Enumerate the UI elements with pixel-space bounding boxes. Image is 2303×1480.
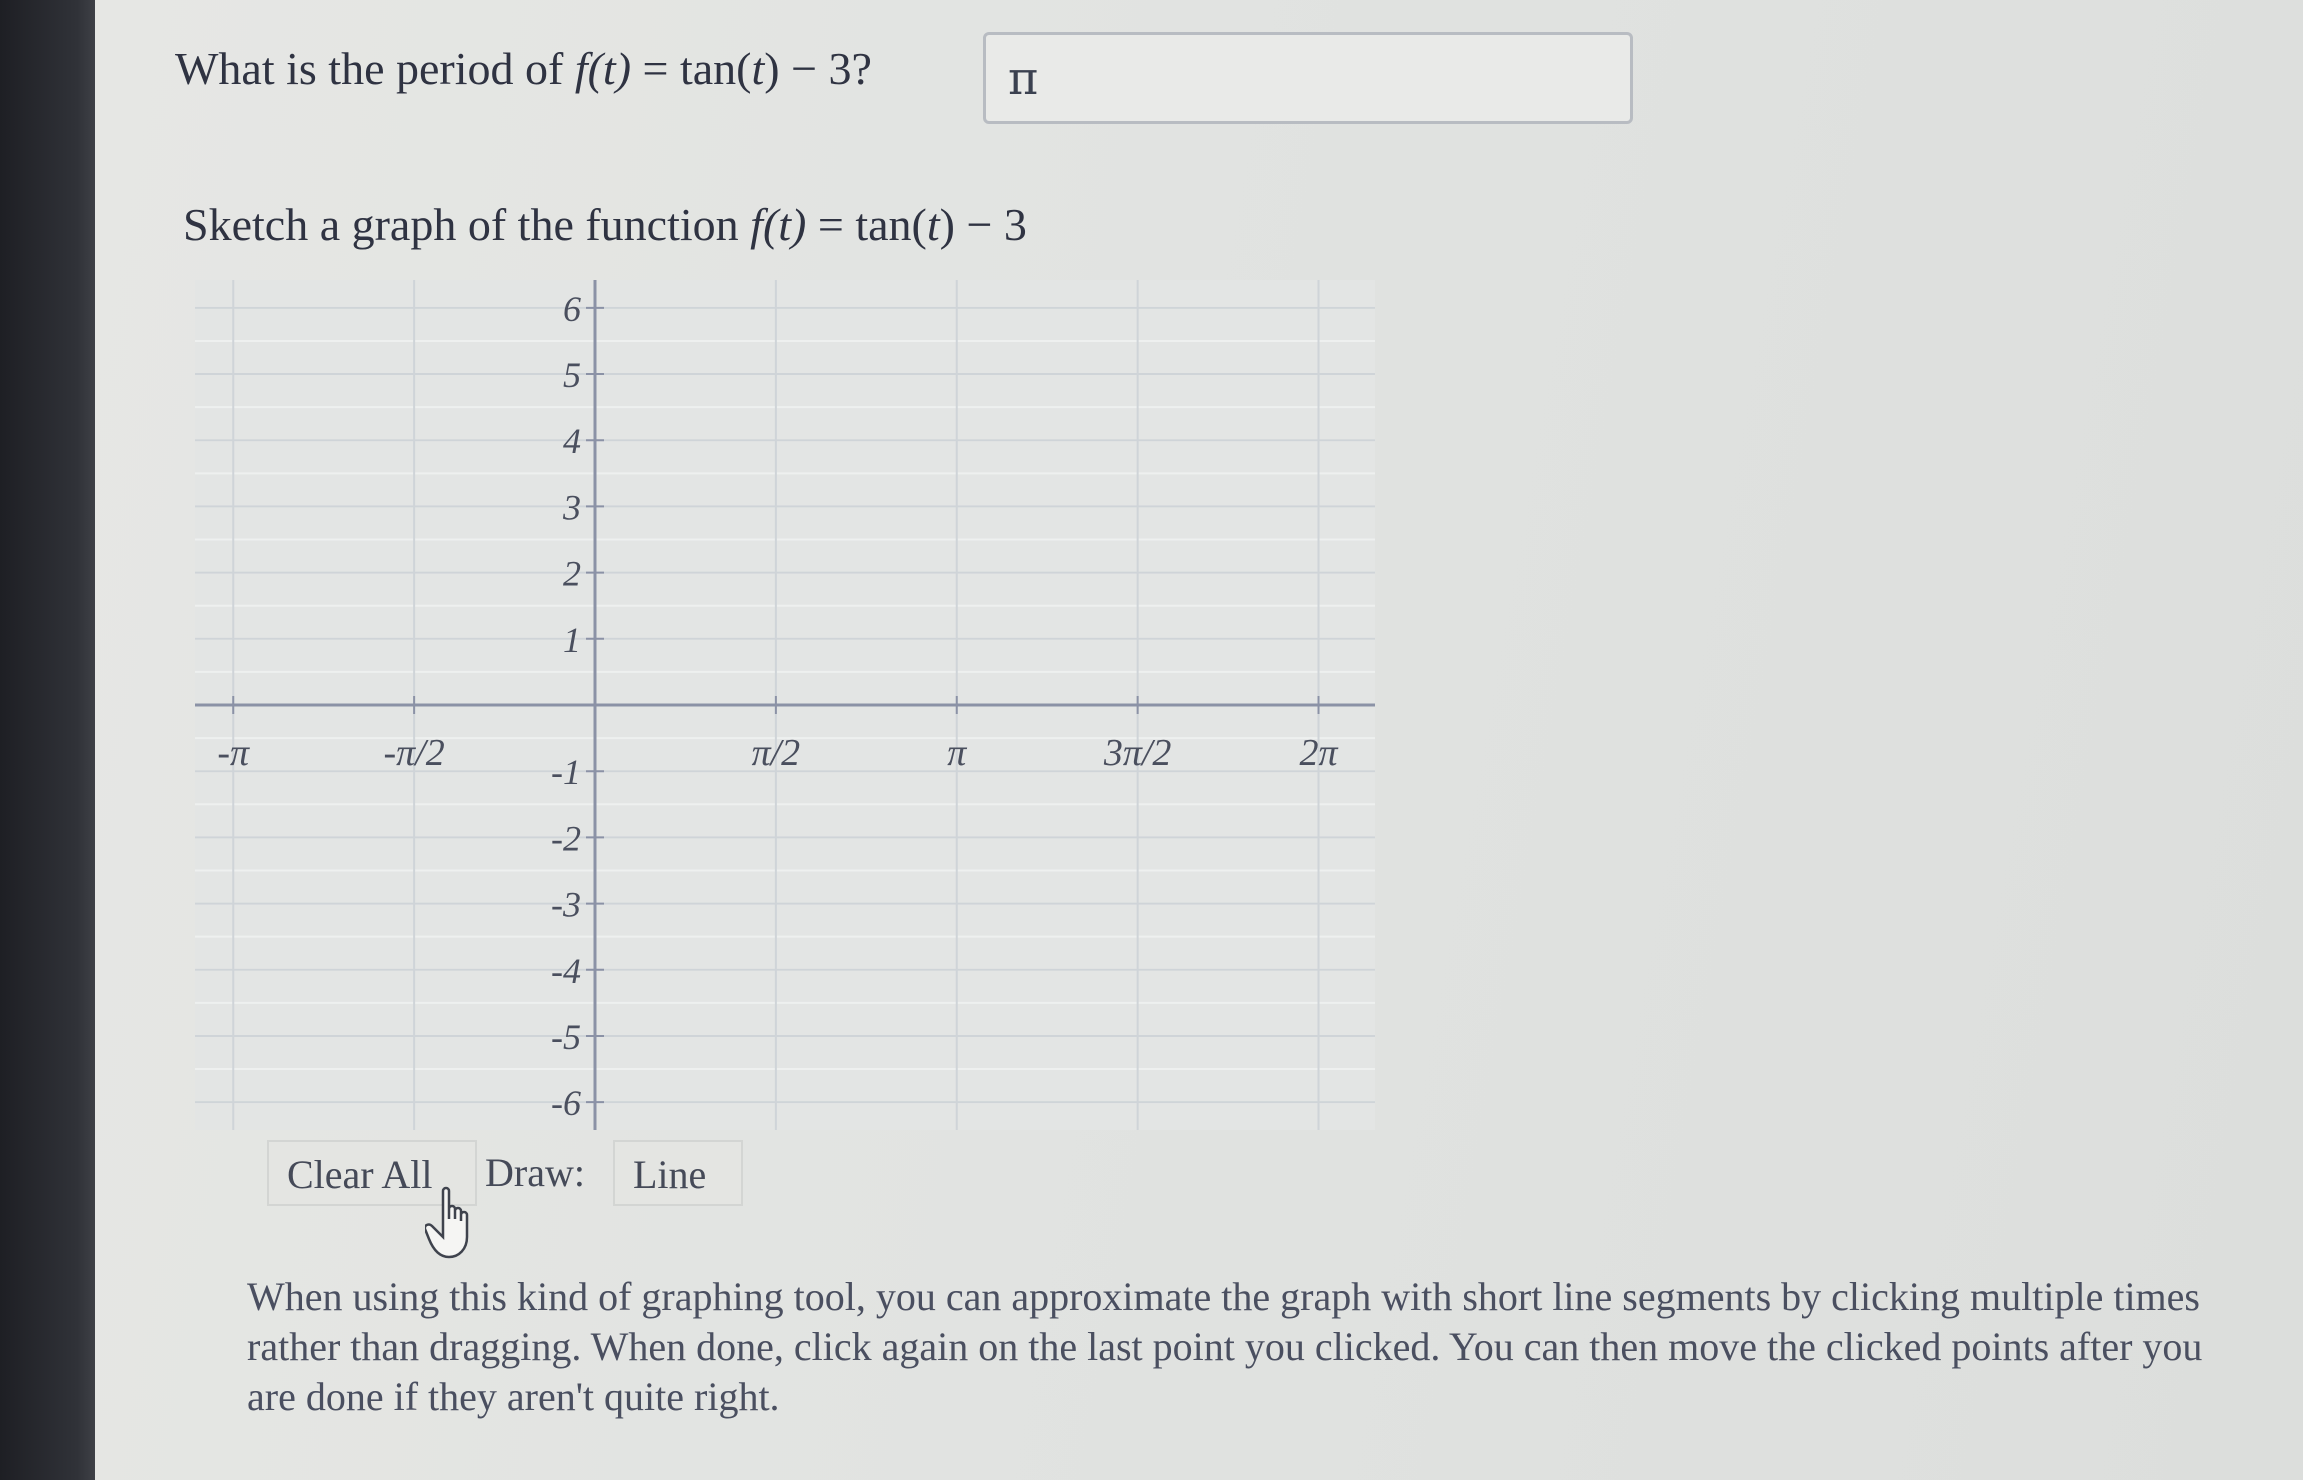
y-tick-label: -4 [551, 950, 581, 991]
sketch-question: Sketch a graph of the function f(t) = tan(t) − 3 [183, 199, 1027, 250]
hand-pointer-icon [425, 1185, 485, 1265]
draw-label: Draw: [485, 1150, 585, 1195]
period-question: What is the period of f(t) = tan(t) − 3? [175, 43, 872, 94]
screen [95, 0, 2303, 1480]
x-tick-label: π/2 [751, 732, 801, 774]
x-tick-label: 3π/2 [1103, 732, 1172, 774]
x-tick-label: -π/2 [383, 732, 445, 774]
y-tick-label: -1 [551, 752, 581, 793]
y-tick-label: 2 [563, 553, 581, 594]
graph-canvas[interactable] [195, 280, 1375, 1130]
y-tick-label: -5 [551, 1016, 581, 1057]
y-tick-label: 1 [563, 619, 581, 660]
x-tick-label: 2π [1299, 732, 1338, 774]
y-tick-label: -2 [551, 818, 581, 859]
help-text: When using this kind of graphing tool, you can approximate the graph with short line segments by clicking multiple times rather than dragging. When done, click again on the last point you clicked. You can then move the clicked points after you are done if they aren't quite right. [247, 1274, 2203, 1419]
clear-all-button[interactable]: Clear All [267, 1140, 477, 1206]
y-tick-label: -3 [551, 884, 581, 925]
period-answer-input[interactable] [983, 32, 1633, 124]
x-tick-labels [217, 732, 1338, 774]
screen-bezel [0, 0, 110, 1480]
y-tick-label: 4 [563, 421, 581, 462]
y-tick-label: 5 [563, 355, 581, 396]
y-tick-label: -6 [551, 1083, 581, 1124]
period-answer-value: π [1008, 51, 1039, 105]
y-tick-label: 6 [563, 288, 581, 329]
x-tick-label: π [947, 732, 967, 774]
draw-mode-line-button[interactable]: Line [613, 1140, 743, 1206]
x-tick-label: -π [217, 732, 250, 774]
y-tick-label: 3 [563, 487, 581, 528]
